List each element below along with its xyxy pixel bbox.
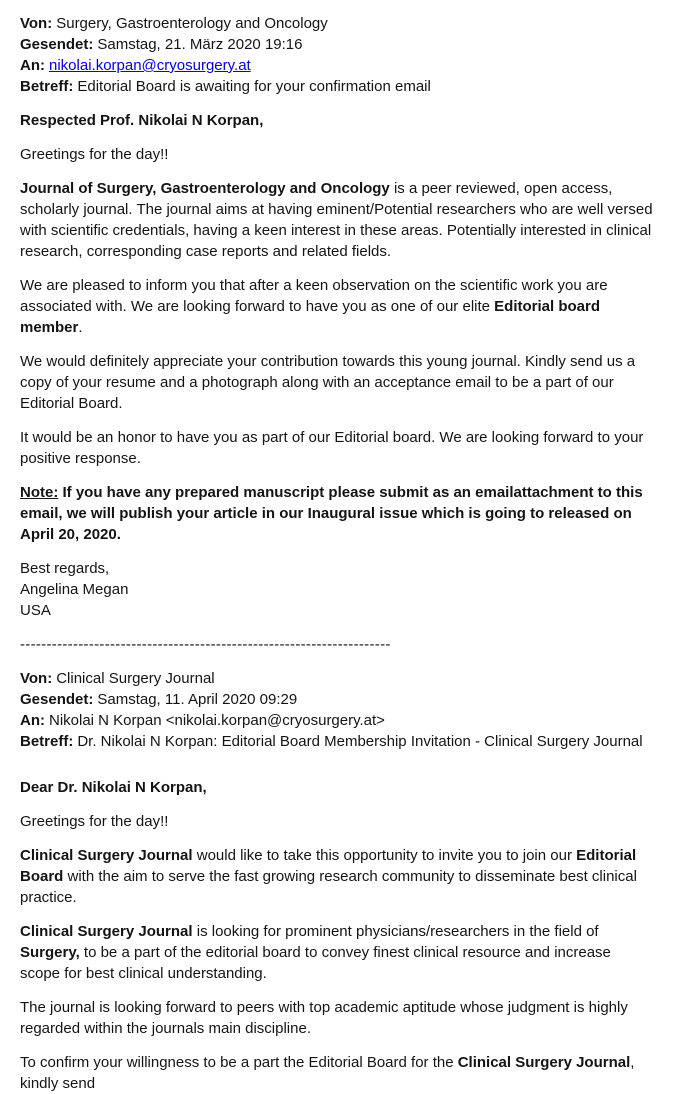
- paragraph-text: We are pleased to inform you that after a keen observation on the scientific work you are associated with. We are looking forward to have you as one of our elite: [20, 277, 608, 315]
- sent-value: Samstag, 11. April 2020 09:29: [97, 691, 298, 708]
- email1-greeting: Greetings for the day!!: [20, 146, 169, 163]
- journal-name-bold: Journal of Surgery, Gastroenterology and Oncology: [20, 180, 390, 197]
- email1-section: [20, 13, 655, 621]
- email1-note-paragraph: [20, 482, 655, 545]
- paragraph-text: with the aim to serve the fast growing research community to disseminate best clinical practice.: [20, 868, 637, 906]
- sent-value: Samstag, 21. März 2020 19:16: [97, 36, 303, 53]
- email2-greeting: Greetings for the day!!: [20, 813, 169, 830]
- email2-header: [20, 668, 655, 752]
- surgery-bold: Surgery,: [20, 944, 80, 961]
- from-label: Von:: [20, 15, 53, 32]
- email2-section: [20, 668, 655, 1094]
- email2-paragraph-confirm: [20, 1052, 655, 1094]
- email1-paragraph-honor: It would be an honor to have you as part of our Editorial board. We are looking forward to your positive response.: [20, 429, 644, 467]
- from-value: Surgery, Gastroenterology and Oncology: [56, 15, 328, 32]
- email1-sent-row: [20, 34, 655, 55]
- email2-from-row: [20, 668, 655, 689]
- email1-paragraph-invitation: [20, 275, 655, 338]
- email2-paragraph-looking-for: [20, 921, 655, 984]
- recipient-email-link[interactable]: nikolai.korpan@cryosurgery.at: [49, 57, 251, 74]
- email2-to-row: [20, 710, 655, 731]
- email2-paragraph-peers: The journal is looking forward to peers with top academic aptitude whose judgment is highly regarded within the journals main discipline.: [20, 999, 628, 1037]
- editorial-board-bold: Editorial Board: [20, 847, 637, 885]
- sent-label: Gesendet:: [20, 36, 94, 53]
- subject-label: Betreff:: [20, 733, 74, 750]
- paragraph-text: is looking for prominent physicians/researchers in the field of: [192, 923, 599, 940]
- editorial-board-member-bold: Editorial board member: [20, 298, 600, 336]
- email1-paragraph-journal-intro: [20, 178, 655, 262]
- email2-subject-row: [20, 731, 655, 752]
- email1-paragraph-resume-request: We would definitely appreciate your contribution towards this young journal. Kindly send us a copy of your resume and a photograph along with an acceptance email to be a part of our Editorial Board.: [20, 353, 636, 412]
- subject-value: Dr. Nikolai N Korpan: Editorial Board Membership Invitation - Clinical Surgery Journal: [77, 733, 643, 750]
- email1-to-row: [20, 55, 655, 76]
- subject-value: Editorial Board is awaiting for your confirmation email: [77, 78, 431, 95]
- paragraph-text: would like to take this opportunity to invite you to join our: [192, 847, 577, 864]
- journal-name-bold: Clinical Surgery Journal: [20, 923, 193, 940]
- paragraph-text: .: [78, 319, 83, 336]
- journal-name-bold: Clinical Surgery Journal: [20, 847, 193, 864]
- to-label: An:: [20, 57, 45, 74]
- email1-salutation: Respected Prof. Nikolai N Korpan,: [20, 112, 264, 129]
- from-value: Clinical Surgery Journal: [56, 670, 215, 687]
- email1-from-row: [20, 13, 655, 34]
- signature-country: USA: [20, 602, 51, 619]
- subject-label: Betreff:: [20, 78, 74, 95]
- email1-header: [20, 13, 655, 97]
- separator-dashes: ----------------------------------------------------------------------: [20, 636, 391, 653]
- email-document-page: [20, 13, 655, 1094]
- email2-paragraph-invite: [20, 845, 655, 908]
- paragraph-text: , kindly send: [20, 1054, 635, 1092]
- paragraph-text: to be a part of the editorial board to convey finest clinical resource and increase scope for best clinical understanding.: [20, 944, 611, 982]
- email2-sent-row: [20, 689, 655, 710]
- paragraph-text: is a peer reviewed, open access, scholarly journal. The journal aims at having eminent/Potential researchers who are well versed with scientific credentials, having a keen interest in these areas. Potentially interested in clinical research, corresponding case reports and related fields.: [20, 180, 653, 260]
- note-text: If you have any prepared manuscript please submit as an emailattachment to this email, we will publish your article in our Inaugural issue which is going to released on April 20, 2020.: [20, 484, 643, 543]
- email1-subject-row: [20, 76, 655, 97]
- journal-name-bold: Clinical Surgery Journal: [457, 1054, 631, 1071]
- sent-label: Gesendet:: [20, 691, 94, 708]
- signature-name: Angelina Megan: [20, 581, 129, 598]
- email2-salutation: Dear Dr. Nikolai N Korpan,: [20, 779, 207, 796]
- note-label: Note:: [20, 484, 59, 501]
- from-label: Von:: [20, 670, 53, 687]
- paragraph-text: To confirm your willingness to be a part the Editorial Board for the: [20, 1054, 458, 1071]
- to-value: Nikolai N Korpan <nikolai.korpan@cryosurgery.at>: [49, 712, 385, 729]
- signoff: Best regards,: [20, 560, 110, 577]
- to-label: An:: [20, 712, 45, 729]
